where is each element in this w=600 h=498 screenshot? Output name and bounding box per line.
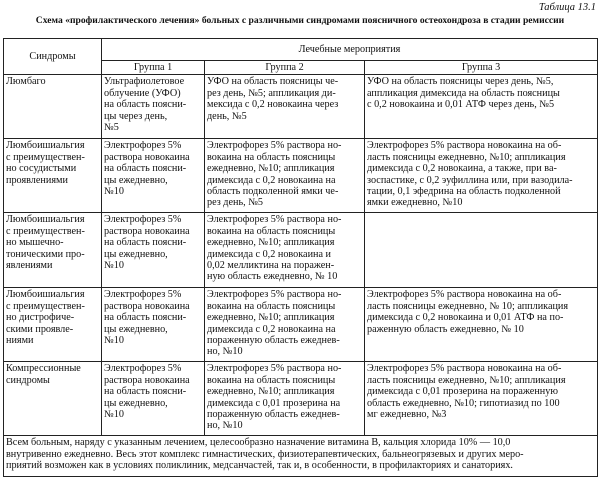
syndrome-cell: Компрессионные синдромы [4, 362, 102, 436]
table-row [4, 362, 598, 436]
header-group-1: Группа 1 [102, 61, 205, 75]
group-2-cell: Электрофорез 5% раствора но- вокаина на область поясницы ежедневно, №10; аппликация димексида с 0,2 новокаина на область подколенной ямки че- рез день, №5 [205, 139, 365, 213]
header-treatments: Лечебные мероприятия [102, 39, 598, 61]
group-1-cell: Электрофорез 5% раствора новокаина на область поясни- цы ежедневно, №10 [102, 362, 205, 436]
group-3-cell [365, 213, 598, 288]
treatment-table [3, 38, 598, 477]
group-3-cell: Электрофорез 5% раствора новокаина на об- ласть поясницы ежедневно, № 10; аппликация димексида с 0,2 новокаина и 0,01 АТФ на по- раженную область ежедневно, № 10 [365, 288, 598, 362]
syndrome-cell: Люмбоишиальгия с преимуществен- но сосудистыми проявлениями [4, 139, 102, 213]
group-2-cell: Электрофорез 5% раствора но- вокаина на область поясницы ежедневно, №10; аппликация димексида с 0,01 прозерина на пораженную область ежеднев- но, №10 [205, 362, 365, 436]
header-row [4, 39, 598, 61]
group-3-cell: УФО на область поясницы через день, №5, аппликация димексида на область поясницы с 0,2 новокаина и 0,01 АТФ через день, №5 [365, 75, 598, 139]
footnote-row [4, 436, 598, 477]
header-syndromes: Синдромы [4, 39, 102, 75]
group-3-cell: Электрофорез 5% раствора новокаина на об- ласть поясницы ежедневно, №10; аппликация димексида с 0,01 прозерина на пораженную область ежедневно, №10; гипотиазид по 100 мг ежедневно, №3 [365, 362, 598, 436]
table-row [4, 213, 598, 288]
header-group-2: Группа 2 [205, 61, 365, 75]
syndrome-cell: Люмбоишиальгия с преимуществен- но мышечно- тоническими про- явлениями [4, 213, 102, 288]
group-1-cell: Ультрафиолетовое облучение (УФО) на область поясни- цы через день, №5 [102, 75, 205, 139]
syndrome-cell: Люмбаго [4, 75, 102, 139]
footnote-cell [4, 436, 598, 477]
table-number: Таблица 13.1 [538, 2, 596, 13]
syndrome-cell: Люмбоишиальгия с преимуществен- но дистрофиче- скими проявле- ниями [4, 288, 102, 362]
group-1-cell: Электрофорез 5% раствора новокаина на область поясни- цы ежедневно, №10 [102, 213, 205, 288]
table-row [4, 75, 598, 139]
table-row [4, 139, 598, 213]
group-3-cell: Электрофорез 5% раствора новокаина на об- ласть поясницы ежедневно, №10; аппликация димексида с 0,2 новокаина, а также, при ва- зоспастике, с 0,2 эуфиллина или, при вазодила- тации, 0,1 эфедрина на область подколенной ямки ежедневно, №10 [365, 139, 598, 213]
header-group-3: Группа 3 [365, 61, 598, 75]
group-1-cell: Электрофорез 5% раствора новокаина на область поясни- цы ежедневно, №10 [102, 288, 205, 362]
group-2-cell: Электрофорез 5% раствора но- вокаина на область поясницы ежедневно, №10; аппликация димексида с 0,2 новокаина и 0,02 мелликтина на поражен- ную область ежедневно, № 10 [205, 213, 365, 288]
group-2-cell: Электрофорез 5% раствора но- вокаина на область поясницы ежедневно, №10; аппликация димексида с 0,2 новокаина на пораженную область ежеднев- но, №10 [205, 288, 365, 362]
table-row [4, 288, 598, 362]
table-caption: Схема «профилактического лечения» больных с различными синдромами поясничного остеохондроза в стадии ремиссии [35, 15, 565, 26]
group-1-cell: Электрофорез 5% раствора новокаина на область поясни- цы ежедневно, №10 [102, 139, 205, 213]
footnote-text: Всем больным, наряду с указанным лечением, целесообразно назначение витамина В, кальция хлорида 10% — 10,0 внутривенно ежедневно. Весь этот комплекс гимнастических, физиотерапевтических, бальнеогрязевых и других меро- приятий возможен как в условиях поликлиник, медсанчастей, так и, в особенности, в профилакториях и санаториях. [6, 437, 524, 472]
group-2-cell: УФО на область поясницы че- рез день, №5; аппликация ди- мексида с 0,2 новокаина через день, №5 [205, 75, 365, 139]
